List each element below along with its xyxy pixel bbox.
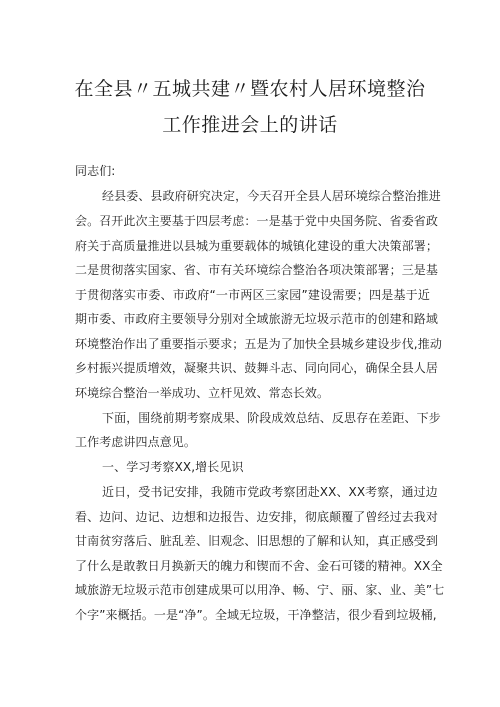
paragraph-line: 环境综合整治一举成功、立杆见效、常态长效。 (75, 386, 330, 400)
paragraph-line: 近日，受书记安排，我随市党政考察团赴XX、XX考察，通过边 (102, 485, 438, 499)
paragraph-line: 二是贯彻落实国家、省、市有关环境综合整治各项决策部署；三是基 (75, 263, 439, 277)
document-title-line-2: 工作推进会上的讲话 (162, 114, 338, 136)
document-title-line-1: 在全县〃五城共建〃暨农村人居环境整治 (74, 78, 426, 100)
paragraph-line: 个字”来概括。一是“净”。全域无垃圾，干净整洁，很少看到垃圾桶, (75, 608, 437, 622)
paragraph-line: 甘南贫穷落后、脏乱差、旧观念、旧思想的了解和认知，真正感受到 (75, 534, 439, 548)
paragraph-line: 了什么是敢教日月换新天的魄力和锲而不舍、金石可镂的精神。XX全 (75, 559, 443, 573)
paragraph-line: 工作考虑讲四点意见。 (75, 435, 197, 449)
paragraph-line: 下面，围绕前期考察成果、阶段成效总结、反思存在差距、下步 (102, 411, 441, 425)
paragraph-line: 看、边问、边记、边想和边报告、边安排，彻底颠覆了曾经过去我对 (75, 510, 439, 524)
paragraph-line: 环境整治作出了重要指示要求；五是为了加快全县城乡建设步伐,推动 (75, 337, 442, 351)
paragraph-line: 府关于高质量推进以县城为重要载体的城镇化建设的重大决策部署； (75, 239, 439, 253)
paragraph-line: 期市委、市政府主要领导分别对全域旅游无垃圾示范市的创建和路域 (75, 312, 439, 326)
paragraph-line: 经县委、县政府研究决定，今天召开全县人居环境综合整治推进 (102, 189, 441, 203)
paragraph-line: 乡村振兴提质增效，凝聚共识、鼓舞斗志、同向同心，确保全县人居 (75, 361, 439, 375)
paragraph-line: 于贯彻落实市委、市政府“一市两区三家园”建设需要；四是基于近 (75, 288, 430, 302)
paragraph-line: 会。召开此次主要基于四层考虑：一是基于党中央国务院、省委省政 (75, 214, 439, 228)
paragraph-line: 域旅游无垃圾示范市创建成果可以用净、畅、宁、丽、家、业、美”七 (75, 583, 445, 597)
section-heading-1: 一、学习考察XX,增长见识 (102, 460, 244, 474)
salutation: 同志们: (75, 164, 116, 178)
